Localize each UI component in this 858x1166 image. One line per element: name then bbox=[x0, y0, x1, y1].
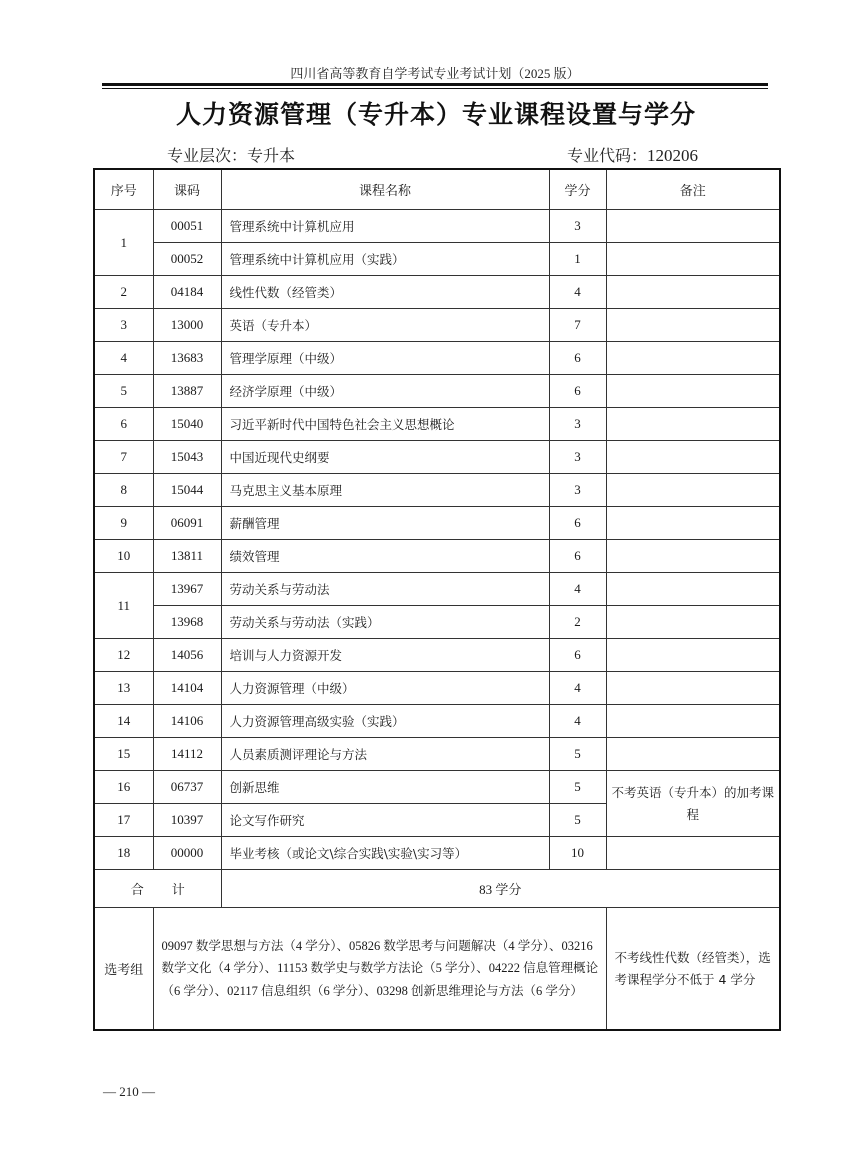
table-row bbox=[94, 837, 780, 870]
row-course-code: 00000 bbox=[153, 837, 221, 870]
row-course-name: 中国近现代史纲要 bbox=[221, 441, 549, 474]
row-remarks bbox=[606, 738, 780, 771]
row-remarks-additional-courses: 不考英语（专升本）的加考课程 bbox=[606, 771, 780, 837]
row-course-name: 管理系统中计算机应用（实践） bbox=[221, 243, 549, 276]
row-credit: 1 bbox=[549, 243, 606, 276]
row-credit: 3 bbox=[549, 441, 606, 474]
total-label-part1: 合 bbox=[130, 883, 144, 898]
row-remarks bbox=[606, 705, 780, 738]
row-credit: 10 bbox=[549, 837, 606, 870]
table-row bbox=[94, 705, 780, 738]
row-serial: 12 bbox=[94, 639, 153, 672]
row-course-code: 15043 bbox=[153, 441, 221, 474]
page-title: 人力资源管理（专升本）专业课程设置与学分 bbox=[175, 100, 696, 129]
table-row bbox=[94, 375, 780, 408]
row-credit: 6 bbox=[549, 342, 606, 375]
row-credit: 7 bbox=[549, 309, 606, 342]
row-remarks bbox=[606, 441, 780, 474]
table-row bbox=[94, 573, 780, 606]
row-credit: 4 bbox=[549, 276, 606, 309]
row-course-name: 经济学原理（中级） bbox=[221, 375, 549, 408]
row-serial: 4 bbox=[94, 342, 153, 375]
row-course-name: 习近平新时代中国特色社会主义思想概论 bbox=[221, 408, 549, 441]
table-row bbox=[94, 474, 780, 507]
table-row bbox=[94, 210, 780, 243]
table-row bbox=[94, 606, 780, 639]
table-row bbox=[94, 540, 780, 573]
row-course-name: 薪酬管理 bbox=[221, 507, 549, 540]
row-course-code: 00052 bbox=[153, 243, 221, 276]
row-serial: 13 bbox=[94, 672, 153, 705]
row-credit: 3 bbox=[549, 210, 606, 243]
row-course-name: 人力资源管理高级实验（实践） bbox=[221, 705, 549, 738]
row-serial: 17 bbox=[94, 804, 153, 837]
row-remarks bbox=[606, 837, 780, 870]
row-course-code: 13811 bbox=[153, 540, 221, 573]
header-course-code: 课码 bbox=[153, 169, 221, 210]
row-course-name: 劳动关系与劳动法（实践） bbox=[221, 606, 549, 639]
total-label bbox=[94, 870, 221, 908]
row-credit: 2 bbox=[549, 606, 606, 639]
row-course-code: 04184 bbox=[153, 276, 221, 309]
row-serial: 18 bbox=[94, 837, 153, 870]
row-credit: 4 bbox=[549, 573, 606, 606]
table-row bbox=[94, 507, 780, 540]
row-course-name: 马克思主义基本原理 bbox=[221, 474, 549, 507]
header-remarks: 备注 bbox=[606, 169, 780, 210]
major-level bbox=[167, 143, 295, 166]
row-course-name: 人力资源管理（中级） bbox=[221, 672, 549, 705]
total-label-part2: 计 bbox=[171, 883, 185, 898]
major-code-label: 专业代码： bbox=[567, 146, 648, 165]
row-course-code: 13968 bbox=[153, 606, 221, 639]
table-row bbox=[94, 276, 780, 309]
row-course-code: 13683 bbox=[153, 342, 221, 375]
row-course-name: 劳动关系与劳动法 bbox=[221, 573, 549, 606]
row-remarks bbox=[606, 210, 780, 243]
row-remarks bbox=[606, 540, 780, 573]
row-remarks bbox=[606, 672, 780, 705]
table-row bbox=[94, 243, 780, 276]
header-course-name: 课程名称 bbox=[221, 169, 549, 210]
row-course-code: 15040 bbox=[153, 408, 221, 441]
row-course-code: 15044 bbox=[153, 474, 221, 507]
table-row bbox=[94, 672, 780, 705]
row-course-code: 06091 bbox=[153, 507, 221, 540]
table-row bbox=[94, 771, 780, 804]
row-serial: 3 bbox=[94, 309, 153, 342]
row-remarks bbox=[606, 342, 780, 375]
row-serial: 8 bbox=[94, 474, 153, 507]
row-serial: 11 bbox=[94, 573, 153, 639]
row-credit: 6 bbox=[549, 375, 606, 408]
major-level-label: 专业层次： bbox=[167, 146, 248, 165]
row-serial: 5 bbox=[94, 375, 153, 408]
row-course-code: 13967 bbox=[153, 573, 221, 606]
row-serial: 7 bbox=[94, 441, 153, 474]
row-credit: 5 bbox=[549, 771, 606, 804]
table-row bbox=[94, 639, 780, 672]
header-serial: 序号 bbox=[94, 169, 153, 210]
table-row bbox=[94, 441, 780, 474]
row-serial: 6 bbox=[94, 408, 153, 441]
table-row bbox=[94, 408, 780, 441]
row-course-name: 毕业考核（或论文\综合实践\实验\实习等） bbox=[221, 837, 549, 870]
row-course-code: 13000 bbox=[153, 309, 221, 342]
table-row bbox=[94, 342, 780, 375]
table-header-row bbox=[94, 169, 780, 210]
row-serial: 1 bbox=[94, 210, 153, 276]
row-serial: 9 bbox=[94, 507, 153, 540]
row-course-name: 管理学原理（中级） bbox=[221, 342, 549, 375]
elective-group-courses: 09097 数学思想与方法（4 学分）、05826 数学思考与问题解决（4 学分）、03216 数学文化（4 学分）、11153 数学史与数学方法论（5 学分）、04222 信息管理概论（6 学分）、02117 信息组织（6 学分）、03298 创新思维理论与方法（6 学分） bbox=[153, 908, 606, 1031]
row-course-name: 论文写作研究 bbox=[221, 804, 549, 837]
row-credit: 6 bbox=[549, 540, 606, 573]
total-row bbox=[94, 870, 780, 908]
row-course-name: 创新思维 bbox=[221, 771, 549, 804]
row-course-code: 14056 bbox=[153, 639, 221, 672]
row-course-name: 绩效管理 bbox=[221, 540, 549, 573]
page-number: — 210 — bbox=[103, 1084, 155, 1099]
row-course-code: 14106 bbox=[153, 705, 221, 738]
row-course-code: 14112 bbox=[153, 738, 221, 771]
row-serial: 15 bbox=[94, 738, 153, 771]
row-remarks bbox=[606, 408, 780, 441]
row-remarks bbox=[606, 276, 780, 309]
row-credit: 3 bbox=[549, 408, 606, 441]
row-remarks bbox=[606, 606, 780, 639]
row-course-name: 人员素质测评理论与方法 bbox=[221, 738, 549, 771]
row-course-name: 培训与人力资源开发 bbox=[221, 639, 549, 672]
total-credits: 83 学分 bbox=[221, 870, 780, 908]
major-code bbox=[567, 143, 698, 166]
row-credit: 3 bbox=[549, 474, 606, 507]
row-credit: 6 bbox=[549, 507, 606, 540]
row-remarks bbox=[606, 573, 780, 606]
row-credit: 4 bbox=[549, 672, 606, 705]
row-credit: 5 bbox=[549, 738, 606, 771]
row-serial: 16 bbox=[94, 771, 153, 804]
row-serial: 2 bbox=[94, 276, 153, 309]
header-rule-thick bbox=[102, 83, 768, 86]
row-serial: 14 bbox=[94, 705, 153, 738]
header-credit: 学分 bbox=[549, 169, 606, 210]
row-course-code: 13887 bbox=[153, 375, 221, 408]
row-course-code: 06737 bbox=[153, 771, 221, 804]
running-header: 四川省高等教育自学考试专业考试计划（2025 版） bbox=[290, 66, 580, 81]
header-rule-thin bbox=[102, 88, 768, 89]
row-remarks bbox=[606, 243, 780, 276]
row-remarks bbox=[606, 639, 780, 672]
row-course-name: 线性代数（经管类） bbox=[221, 276, 549, 309]
row-remarks bbox=[606, 309, 780, 342]
row-course-code: 10397 bbox=[153, 804, 221, 837]
row-credit: 4 bbox=[549, 705, 606, 738]
table-row bbox=[94, 738, 780, 771]
elective-group-remarks: 不考线性代数（经管类），选考课程学分不低于 4 学分 bbox=[606, 908, 780, 1031]
row-course-code: 00051 bbox=[153, 210, 221, 243]
elective-row bbox=[94, 908, 780, 1031]
row-remarks bbox=[606, 375, 780, 408]
row-course-name: 英语（专升本） bbox=[221, 309, 549, 342]
row-credit: 6 bbox=[549, 639, 606, 672]
row-credit: 5 bbox=[549, 804, 606, 837]
row-serial: 10 bbox=[94, 540, 153, 573]
course-table bbox=[93, 168, 781, 1031]
row-remarks bbox=[606, 474, 780, 507]
row-course-name: 管理系统中计算机应用 bbox=[221, 210, 549, 243]
row-course-code: 14104 bbox=[153, 672, 221, 705]
major-level-value: 专升本 bbox=[247, 146, 296, 165]
table-row bbox=[94, 309, 780, 342]
major-code-value: 120206 bbox=[647, 146, 699, 165]
elective-group-label: 选考组 bbox=[94, 908, 153, 1031]
row-remarks bbox=[606, 507, 780, 540]
